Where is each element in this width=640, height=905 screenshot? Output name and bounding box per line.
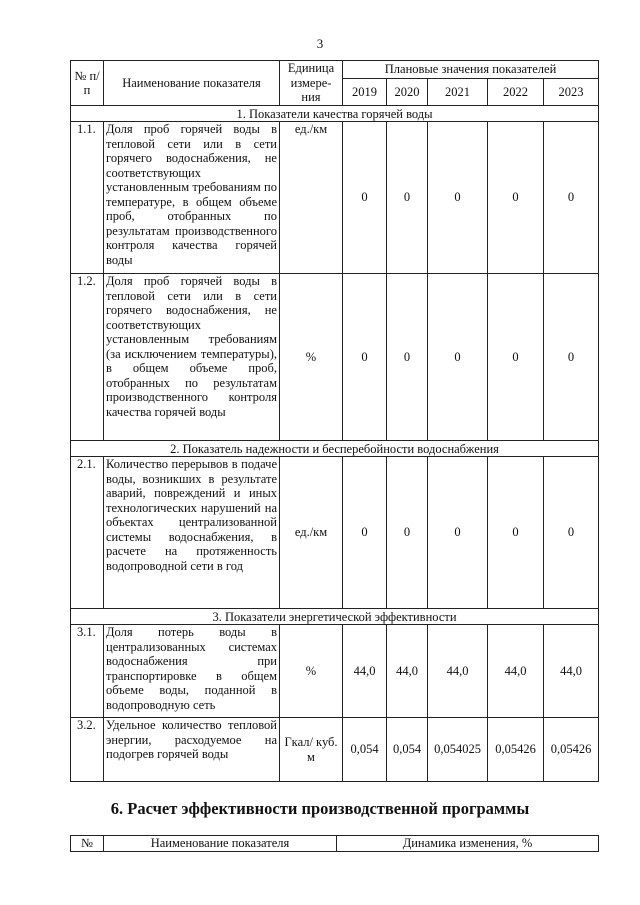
unit-cell: Гкал/ куб. м xyxy=(280,718,343,782)
value-cell: 0,054 xyxy=(387,718,428,782)
row-number: 3.1. xyxy=(71,625,104,718)
table-row xyxy=(71,718,599,782)
section-title: 2. Показатель надежности и бесперебойности водоснабжения xyxy=(71,441,599,457)
table-row xyxy=(71,625,599,718)
unit-cell: ед./км xyxy=(280,122,343,274)
value-cell: 0 xyxy=(387,274,428,441)
row-number: 1.1. xyxy=(71,122,104,274)
value-cell: 0 xyxy=(387,122,428,274)
value-cell: 0,054 xyxy=(343,718,387,782)
section-title: 3. Показатели энергетической эффективности xyxy=(71,609,599,625)
header-unit: Единица измере-ния xyxy=(280,61,343,106)
header-dynamics: Динамика изменения, % xyxy=(337,836,599,852)
value-cell: 0 xyxy=(488,457,544,609)
section-heading: 6. Расчет эффективности производственной программы xyxy=(110,799,530,818)
value-cell: 44,0 xyxy=(428,625,488,718)
indicator-name: Удельное количество тепловой энергии, расходуемое на подогрев горячей воды xyxy=(104,718,280,782)
value-cell: 0 xyxy=(544,274,599,441)
value-cell: 0,05426 xyxy=(544,718,599,782)
section-title: 1. Показатели качества горячей воды xyxy=(71,106,599,122)
value-cell: 0 xyxy=(343,457,387,609)
table-row xyxy=(71,122,599,274)
value-cell: 0 xyxy=(343,122,387,274)
targets-table xyxy=(70,60,599,782)
indicator-name: Количество перерывов в подаче воды, возникших в результате аварий, повреждений и иных технологических нарушений на объектах централизованной системы водоснабжения, в расчете на протяженность водопроводной сети в год xyxy=(104,457,280,609)
unit-cell: % xyxy=(280,625,343,718)
header-year: 2019 xyxy=(343,79,387,106)
row-number: 2.1. xyxy=(71,457,104,609)
value-cell: 0 xyxy=(428,457,488,609)
value-cell: 0 xyxy=(544,457,599,609)
unit-cell: % xyxy=(280,274,343,441)
header-planned: Плановые значения показателей xyxy=(343,61,599,79)
row-number: 1.2. xyxy=(71,274,104,441)
efficiency-table xyxy=(70,835,599,852)
value-cell: 0 xyxy=(544,122,599,274)
page-number: 3 xyxy=(316,36,324,51)
value-cell: 44,0 xyxy=(544,625,599,718)
indicator-name: Доля потерь воды в централизованных системах водоснабжения при транспортировке в общем объеме воды, поданной в водопроводную сеть xyxy=(104,625,280,718)
value-cell: 0,05426 xyxy=(488,718,544,782)
unit-cell: ед./км xyxy=(280,457,343,609)
header-name: Наименование показателя xyxy=(104,836,337,852)
value-cell: 0 xyxy=(387,457,428,609)
table-row xyxy=(71,274,599,441)
value-cell: 0 xyxy=(488,122,544,274)
value-cell: 0 xyxy=(343,274,387,441)
value-cell: 0 xyxy=(428,122,488,274)
header-num: № xyxy=(71,836,104,852)
value-cell: 44,0 xyxy=(387,625,428,718)
header-num: № п/п xyxy=(71,61,104,106)
indicator-name: Доля проб горячей воды в тепловой сети или в сети горячего водоснабжения, не соответствующих установленным требованиям (за исключением температуры), в общем объеме проб, отобранных по результатам производственного контроля качества горячей воды xyxy=(104,274,280,441)
header-name: Наименование показателя xyxy=(104,61,280,106)
header-year: 2023 xyxy=(544,79,599,106)
value-cell: 0 xyxy=(488,274,544,441)
value-cell: 0 xyxy=(428,274,488,441)
row-number: 3.2. xyxy=(71,718,104,782)
header-year: 2022 xyxy=(488,79,544,106)
value-cell: 44,0 xyxy=(488,625,544,718)
header-year: 2021 xyxy=(428,79,488,106)
value-cell: 44,0 xyxy=(343,625,387,718)
value-cell: 0,054025 xyxy=(428,718,488,782)
header-year: 2020 xyxy=(387,79,428,106)
table-row xyxy=(71,457,599,609)
indicator-name: Доля проб горячей воды в тепловой сети или в сети горячего водоснабжения, не соответствующих установленным требованиям по температуре, в общем объеме проб, отобранных по результатам производственного контроля качества горячей воды xyxy=(104,122,280,274)
